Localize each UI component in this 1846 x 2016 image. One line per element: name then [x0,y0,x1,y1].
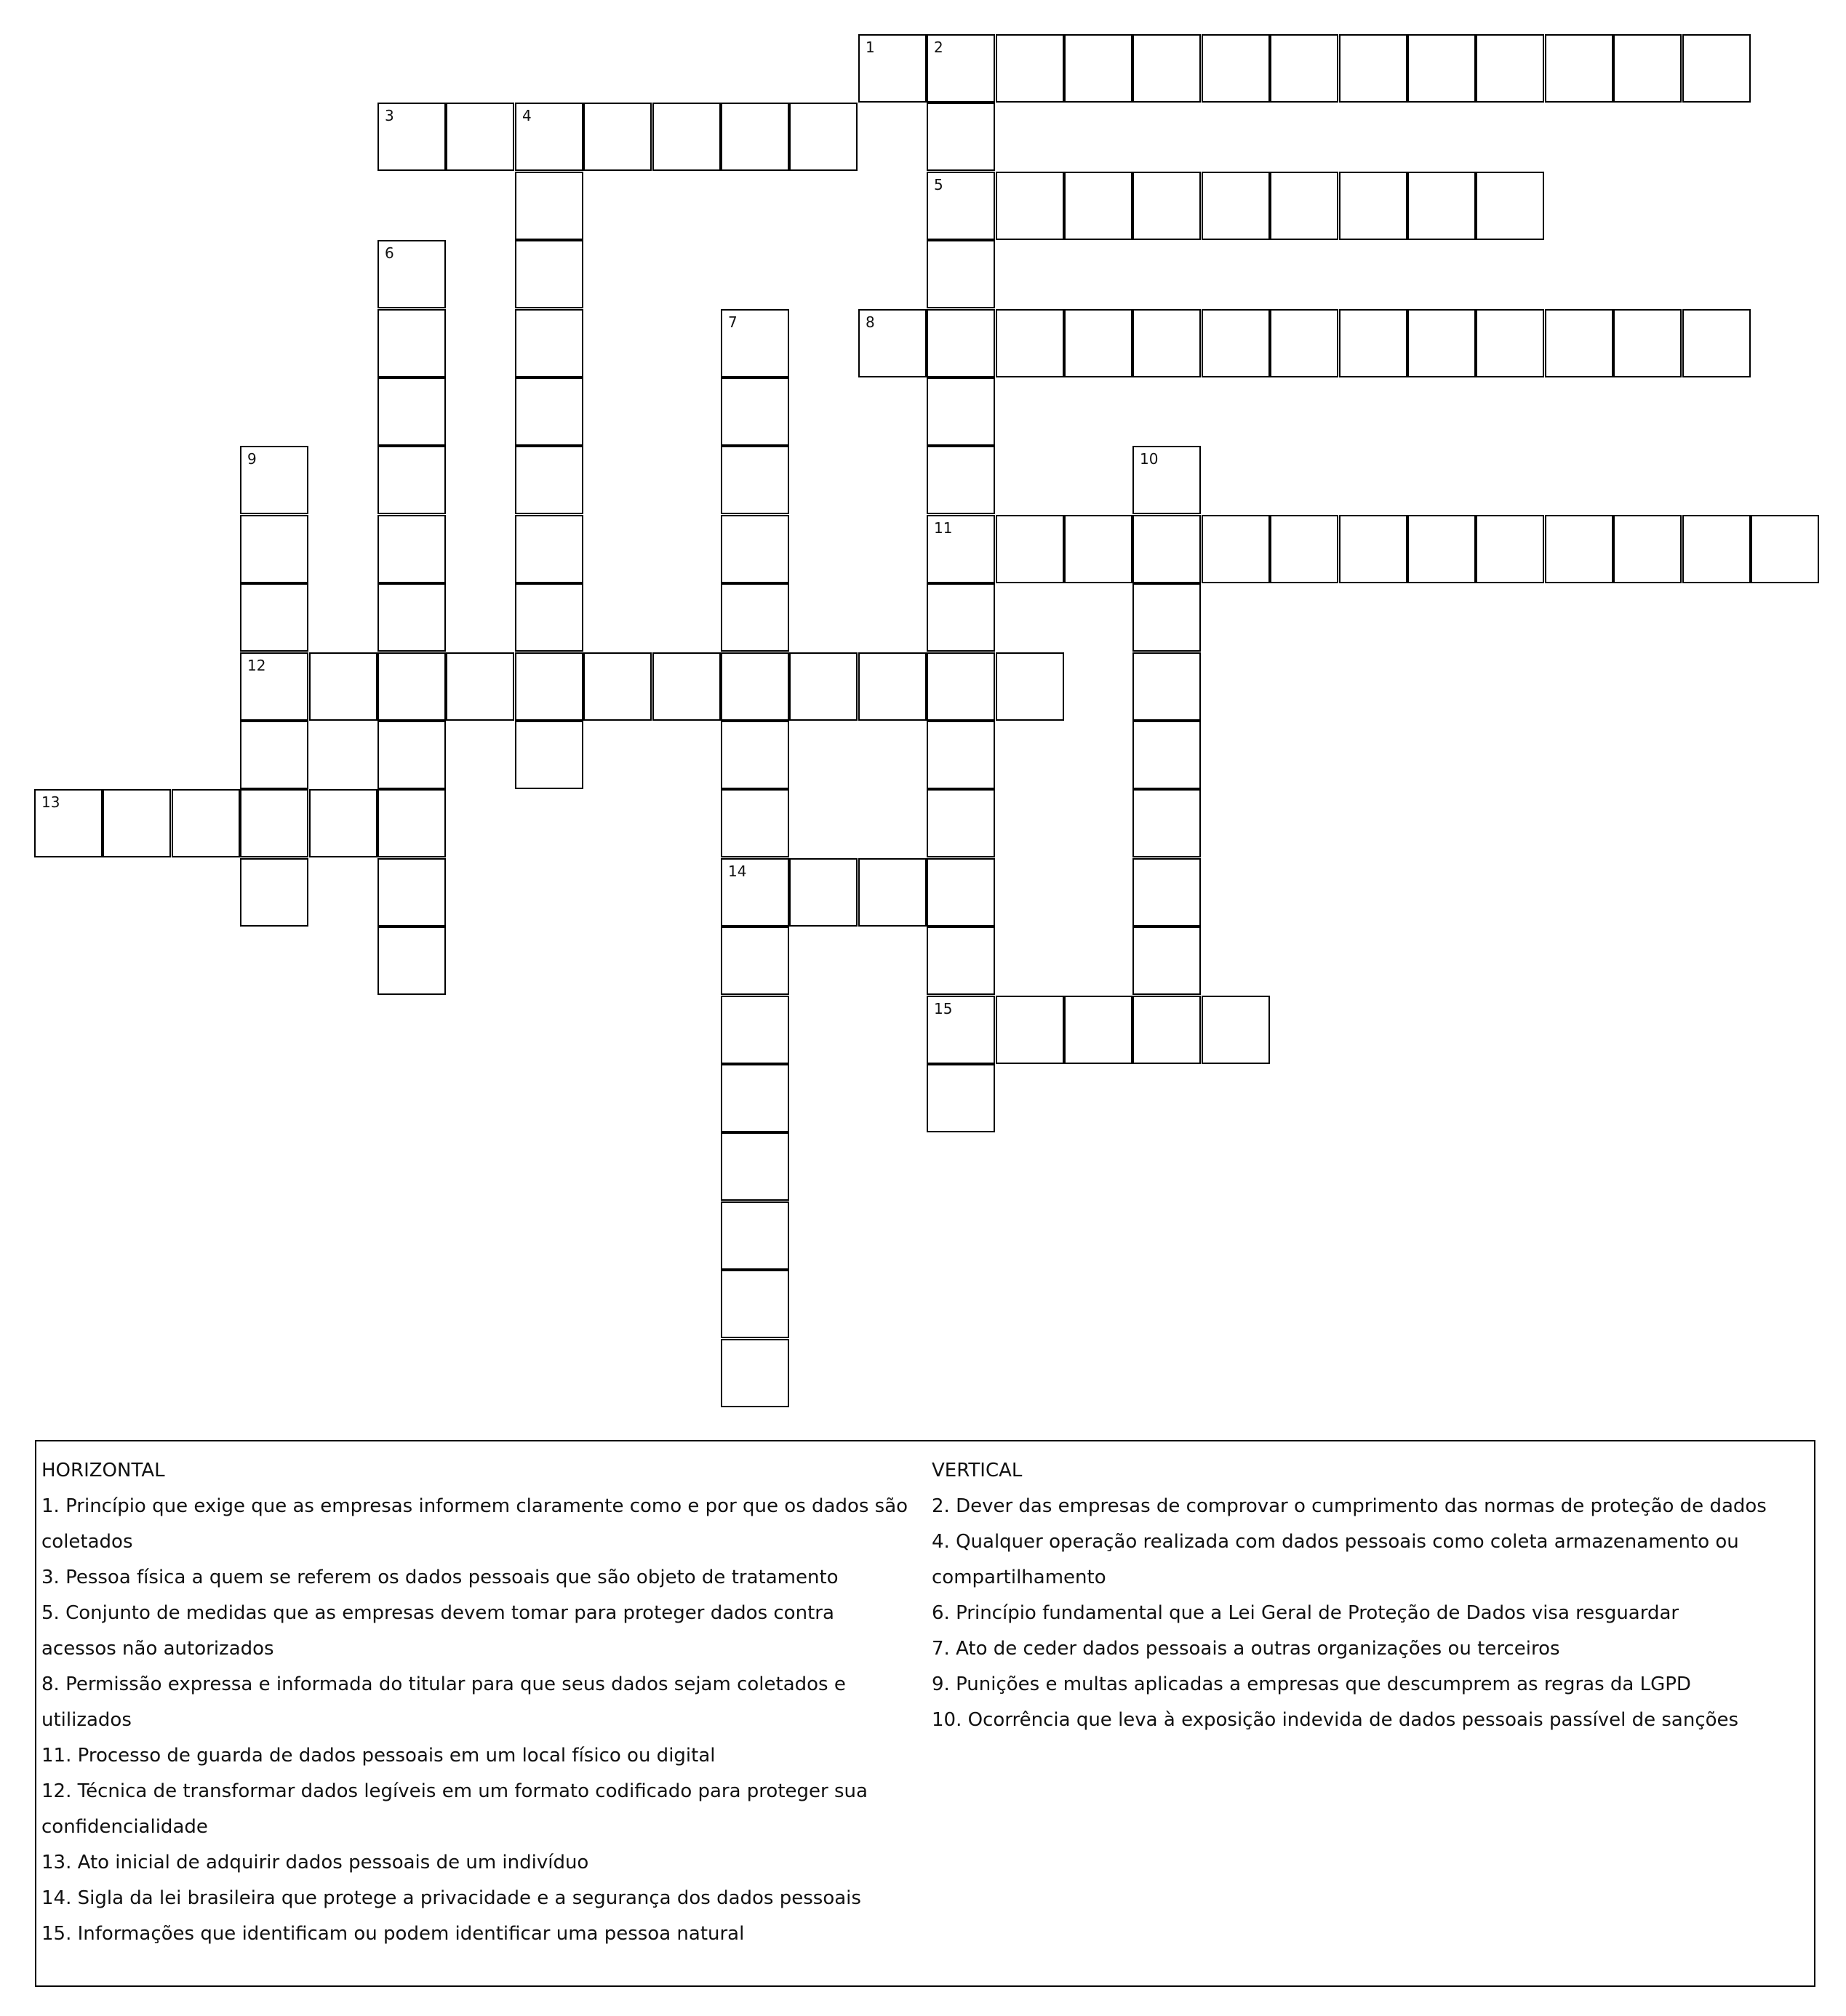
grid-cell[interactable] [1064,515,1132,583]
grid-cell[interactable] [377,446,446,514]
grid-cell[interactable] [927,172,995,240]
grid-cell[interactable] [1064,309,1132,377]
grid-cell[interactable] [927,583,995,652]
clue-number: 3 [385,107,394,124]
clue-line: 10. Ocorrência que leva à exposição indevida de dados pessoais passível de sanções [932,1709,1739,1731]
clue-line: 9. Punições e multas aplicadas a empresas que descumprem as regras da LGPD [932,1673,1691,1695]
clue-line: acessos não autorizados [41,1638,274,1660]
grid-cell[interactable] [1270,309,1338,377]
grid-cell[interactable] [1132,927,1201,995]
grid-cell[interactable] [789,858,858,927]
grid-cell[interactable] [377,858,446,927]
grid-cell[interactable] [996,34,1064,103]
grid-cell[interactable] [309,652,377,721]
grid-cell[interactable] [446,103,514,171]
grid-cell[interactable] [1064,34,1132,103]
grid-cell[interactable] [927,446,995,514]
grid-cell[interactable] [515,377,583,446]
clue-number: 9 [247,450,257,468]
clue-number: 4 [522,107,532,124]
grid-cell[interactable] [858,309,927,377]
clue-line: coletados [41,1531,133,1553]
grid-cell[interactable] [1407,172,1476,240]
clue-line: 4. Qualquer operação realizada com dados pessoais como coleta armazenamento ou [932,1531,1739,1553]
grid-cell[interactable] [1270,515,1338,583]
grid-cell[interactable] [721,789,789,857]
grid-cell[interactable] [240,789,308,857]
grid-cell[interactable] [721,721,789,789]
grid-cell[interactable] [1682,309,1751,377]
grid-cell[interactable] [927,858,995,927]
grid-cell[interactable] [1339,309,1407,377]
grid-cell[interactable] [927,103,995,171]
grid-cell[interactable] [721,583,789,652]
grid-cell[interactable] [652,652,721,721]
grid-cell[interactable] [377,309,446,377]
clue-line: 2. Dever das empresas de comprovar o cumprimento das normas de proteção de dados [932,1495,1767,1517]
grid-cell[interactable] [240,721,308,789]
grid-cell[interactable] [1202,34,1270,103]
grid-cell[interactable] [1202,515,1270,583]
grid-cell[interactable] [377,240,446,308]
clue-line: 15. Informações que identificam ou podem identificar uma pessoa natural [41,1923,745,1945]
grid-cell[interactable] [1407,515,1476,583]
grid-cell[interactable] [652,103,721,171]
across-clues [41,1453,943,1952]
clue-number: 12 [247,657,266,674]
clue-line: 7. Ato de ceder dados pessoais a outras organizações ou terceiros [932,1638,1560,1660]
grid-cell[interactable] [515,309,583,377]
grid-cell[interactable] [927,34,995,103]
grid-cell[interactable] [1132,858,1201,927]
grid-cell[interactable] [858,858,927,927]
grid-cell[interactable] [1751,515,1819,583]
clue-line: 3. Pessoa física a quem se referem os dados pessoais que são objeto de tratamento [41,1567,839,1588]
clue-number: 14 [728,863,747,880]
grid-cell[interactable] [1339,34,1407,103]
grid-cell[interactable] [721,1064,789,1132]
grid-cell[interactable] [1476,515,1544,583]
grid-cell[interactable] [240,858,308,927]
grid-cell[interactable] [721,1201,789,1270]
grid-cell[interactable] [515,515,583,583]
across-heading: HORIZONTAL [41,1460,165,1481]
grid-cell[interactable] [789,103,858,171]
clue-number: 11 [934,519,953,537]
clue-line: 12. Técnica de transformar dados legíveis em um formato codificado para proteger sua [41,1780,868,1802]
grid-cell[interactable] [996,996,1064,1064]
clue-line: 14. Sigla da lei brasileira que protege a privacidade e a segurança dos dados pessoais [41,1887,861,1909]
clue-line: 6. Princípio fundamental que a Lei Geral de Proteção de Dados visa resguardar [932,1602,1679,1624]
clue-line: confidencialidade [41,1816,208,1838]
grid-cell[interactable] [721,1339,789,1407]
grid-cell[interactable] [1270,34,1338,103]
grid-cell[interactable] [721,858,789,927]
grid-cell[interactable] [515,446,583,514]
grid-cell[interactable] [1132,583,1201,652]
clue-number: 1 [866,39,875,56]
grid-cell[interactable] [721,996,789,1064]
grid-cell[interactable] [1132,652,1201,721]
grid-cell[interactable] [927,309,995,377]
grid-cell[interactable] [927,377,995,446]
grid-cell[interactable] [377,583,446,652]
grid-cell[interactable] [1202,996,1270,1064]
clue-number: 5 [934,176,943,193]
grid-cell[interactable] [721,446,789,514]
grid-cell[interactable] [858,34,927,103]
grid-cell[interactable] [721,377,789,446]
clue-line: utilizados [41,1709,132,1731]
grid-cell[interactable] [1407,309,1476,377]
grid-cell[interactable] [1682,515,1751,583]
grid-cell[interactable] [1407,34,1476,103]
clue-number: 2 [934,39,943,56]
grid-cell[interactable] [927,1064,995,1132]
clue-line: 5. Conjunto de medidas que as empresas devem tomar para proteger dados contra [41,1602,834,1624]
grid-cell[interactable] [996,309,1064,377]
grid-cell[interactable] [515,721,583,789]
grid-cell[interactable] [1270,172,1338,240]
grid-cell[interactable] [515,240,583,308]
grid-cell[interactable] [309,789,377,857]
grid-cell[interactable] [1545,34,1613,103]
grid-cell[interactable] [927,996,995,1064]
grid-cell[interactable] [1476,172,1544,240]
grid-cell[interactable] [240,515,308,583]
grid-cell[interactable] [996,515,1064,583]
grid-cell[interactable] [446,652,514,721]
grid-cell[interactable] [927,721,995,789]
grid-cell[interactable] [721,1132,789,1201]
clue-number: 10 [1140,450,1159,468]
grid-cell[interactable] [377,515,446,583]
grid-cell[interactable] [721,103,789,171]
grid-cell[interactable] [721,515,789,583]
grid-cell[interactable] [583,652,652,721]
clue-line: 8. Permissão expressa e informada do titular para que seus dados sejam coletados e [41,1673,846,1695]
grid-cell[interactable] [1132,446,1201,514]
grid-cell[interactable] [172,789,240,857]
clue-line: 11. Processo de guarda de dados pessoais em um local físico ou digital [41,1745,716,1767]
grid-cell[interactable] [927,652,995,721]
grid-cell[interactable] [721,927,789,995]
grid-cell[interactable] [1613,515,1682,583]
grid-cell[interactable] [1613,309,1682,377]
clue-number: 8 [866,313,875,331]
grid-cell[interactable] [789,652,858,721]
grid-cell[interactable] [1064,172,1132,240]
grid-cell[interactable] [377,103,446,171]
grid-cell[interactable] [583,103,652,171]
grid-cell[interactable] [1339,515,1407,583]
grid-cell[interactable] [1545,309,1613,377]
grid-cell[interactable] [721,309,789,377]
grid-cell[interactable] [1132,721,1201,789]
grid-cell[interactable] [927,240,995,308]
grid-cell[interactable] [1476,34,1544,103]
grid-cell[interactable] [240,583,308,652]
grid-cell[interactable] [1682,34,1751,103]
clues-box [35,1440,1815,1987]
grid-cell[interactable] [1132,34,1201,103]
clue-line: compartilhamento [932,1567,1106,1588]
grid-cell[interactable] [515,652,583,721]
grid-cell[interactable] [996,652,1064,721]
grid-cell[interactable] [1202,309,1270,377]
grid-cell[interactable] [377,789,446,857]
clue-line: 13. Ato inicial de adquirir dados pessoais de um indivíduo [41,1852,589,1873]
down-heading: VERTICAL [932,1460,1023,1481]
clue-number: 7 [728,313,738,331]
grid-cell[interactable] [1132,996,1201,1064]
grid-cell[interactable] [1545,515,1613,583]
down-clues [932,1453,1805,1738]
grid-cell[interactable] [1132,515,1201,583]
grid-cell[interactable] [1476,309,1544,377]
grid-cell[interactable] [377,927,446,995]
grid-cell[interactable] [1202,172,1270,240]
grid-cell[interactable] [1613,34,1682,103]
grid-cell[interactable] [1132,789,1201,857]
clue-line: 1. Princípio que exige que as empresas informem claramente como e por que os dados são [41,1495,908,1517]
grid-cell[interactable] [515,103,583,171]
grid-cell[interactable] [1064,996,1132,1064]
clue-number: 15 [934,1000,953,1017]
grid-cell[interactable] [377,377,446,446]
grid-cell[interactable] [721,1270,789,1338]
grid-cell[interactable] [927,789,995,857]
grid-cell[interactable] [858,652,927,721]
grid-cell[interactable] [1132,309,1201,377]
grid-cell[interactable] [515,172,583,240]
clue-number: 6 [385,244,394,262]
grid-cell[interactable] [377,721,446,789]
grid-cell[interactable] [240,446,308,514]
grid-cell[interactable] [240,652,308,721]
grid-cell[interactable] [103,789,171,857]
grid-cell[interactable] [34,789,103,857]
grid-cell[interactable] [515,583,583,652]
grid-cell[interactable] [927,515,995,583]
grid-cell[interactable] [927,927,995,995]
clue-number: 13 [41,793,60,811]
grid-cell[interactable] [1339,172,1407,240]
grid-cell[interactable] [1132,172,1201,240]
grid-cell[interactable] [996,172,1064,240]
grid-cell[interactable] [721,652,789,721]
grid-cell[interactable] [377,652,446,721]
